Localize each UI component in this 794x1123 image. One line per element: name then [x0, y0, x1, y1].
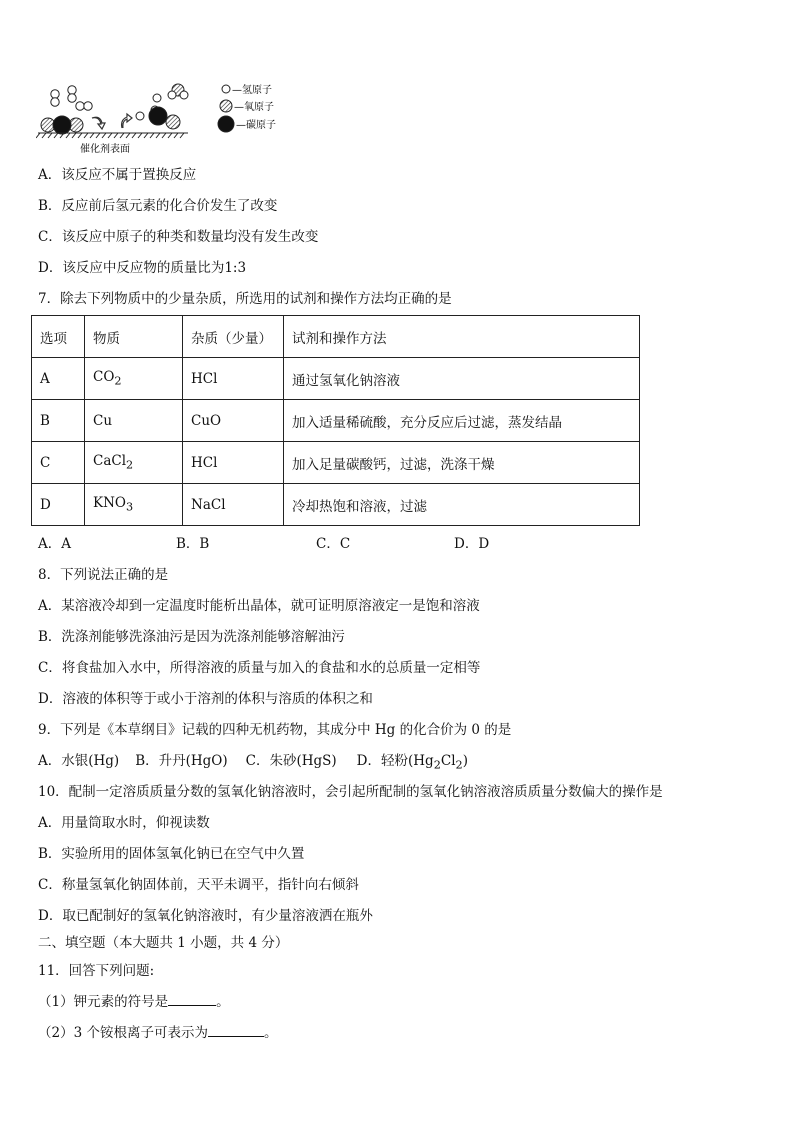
q9-option-d: D．轻粉$(Hg_2Cl_2)$ — [356, 753, 468, 772]
header-substance: 物质 — [85, 316, 183, 358]
q11-stem: 11．回答下列问题: — [38, 963, 155, 979]
table-header-row — [32, 316, 640, 358]
row-impurity: NaCl — [183, 484, 284, 526]
q6-option-b: B．反应前后氢元素的化合价发生了改变 — [38, 198, 278, 214]
q10-option-a: A．用量筒取水时，仰视读数 — [38, 815, 210, 831]
q7-answer-b: B．B — [176, 536, 210, 552]
q9-options — [38, 752, 468, 775]
header-impurity: 杂质（少量） — [183, 316, 284, 358]
legend-hydrogen: —氢原子 — [232, 85, 272, 96]
header-option: 选项 — [32, 316, 85, 358]
row-method: 加入足量碳酸钙，过滤，洗涤干燥 — [284, 442, 640, 484]
q8-option-d: D．溶液的体积等于或小于溶剂的体积与溶质的体积之和 — [38, 691, 373, 707]
q9-option-b: B．升丹(HgO) — [135, 753, 228, 769]
co2-molecule-left — [41, 116, 83, 134]
table-row — [32, 400, 640, 442]
hydrogen-molecules-left — [51, 86, 92, 110]
row-substance: Cu — [85, 400, 183, 442]
row-substance: $CO_2$ — [85, 358, 183, 400]
carbon-atom-icon — [218, 116, 234, 132]
row-method: 通过氢氧化钠溶液 — [284, 358, 640, 400]
process-arrows — [92, 114, 132, 129]
q7-stem: 7．除去下列物质中的少量杂质，所选用的试剂和操作方法均正确的是 — [38, 291, 452, 307]
q10-stem: 10．配制一定溶质质量分数的氢氧化钠溶液时，会引起所配制的氢氧化钠溶液溶质质量分数偏大的操作是 — [38, 784, 663, 800]
q8-option-a: A．某溶液冷却到一定温度时能析出晶体，就可证明原溶液定一是饱和溶液 — [38, 598, 480, 614]
table-row — [32, 442, 640, 484]
row-option: D — [32, 484, 85, 526]
table-row — [32, 484, 640, 526]
q7-answers — [38, 535, 489, 553]
hydrogen-atom-icon — [222, 85, 230, 93]
answer-blank-1[interactable] — [168, 991, 216, 1006]
q11-part1: （1）钾元素的符号是 。 — [38, 991, 230, 1011]
oxygen-atom-icon — [220, 100, 232, 112]
q11-part2: （2）3 个铵根离子可表示为 。 — [38, 1022, 277, 1042]
answer-blank-2[interactable] — [208, 1022, 264, 1037]
row-substance: $KNO_3$ — [85, 484, 183, 526]
q8-option-b: B．洗涤剂能够洗涤油污是因为洗涤剂能够溶解油污 — [38, 629, 345, 645]
header-method: 试剂和操作方法 — [284, 316, 640, 358]
q8-stem: 8．下列说法正确的是 — [38, 567, 169, 583]
legend — [218, 83, 276, 132]
row-option: B — [32, 400, 85, 442]
row-impurity: HCl — [183, 442, 284, 484]
q6-option-c: C．该反应中原子的种类和数量均没有发生改变 — [38, 229, 319, 245]
q6-option-a: A．该反应不属于置换反应 — [38, 167, 197, 183]
q8-option-c: C．将食盐加入水中，所得溶液的质量与加入的食盐和水的总质量一定相等 — [38, 660, 481, 676]
q7-answer-d: D．D — [454, 536, 490, 552]
row-option: A — [32, 358, 85, 400]
row-impurity: CuO — [183, 400, 284, 442]
table-row — [32, 358, 640, 400]
q7-table — [31, 315, 640, 526]
row-substance: CaCl$_2$ — [85, 442, 183, 484]
product-molecules-right — [136, 84, 188, 129]
q7-answer-a: A．A — [38, 536, 71, 552]
row-option: C — [32, 442, 85, 484]
row-impurity: HCl — [183, 358, 284, 400]
q10-option-b: B．实验所用的固体氢氧化钠已在空气中久置 — [38, 846, 305, 862]
q9-stem: 9．下列是《本草纲目》记载的四种无机药物，其成分中 Hg 的化合价为 0 的是 — [38, 722, 512, 738]
q10-option-d: D．取已配制好的氢氧化钠溶液时，有少量溶液洒在瓶外 — [38, 908, 373, 924]
section-title: 二、填空题（本大题共 1 小题，共 4 分） — [38, 935, 289, 951]
q10-option-c: C．称量氢氧化钠固体前，天平未调平，指针向右倾斜 — [38, 877, 359, 893]
legend-carbon: —碳原子 — [236, 120, 276, 131]
q9-option-a: A．水银(Hg) — [38, 753, 120, 769]
row-method: 加入适量稀硫酸，充分反应后过滤，蒸发结晶 — [284, 400, 640, 442]
q7-answer-c: C．C — [316, 536, 351, 552]
q6-option-d: D．该反应中反应物的质量比为1:3 — [38, 260, 247, 276]
surface-label: 催化剂表面 — [80, 144, 130, 155]
legend-oxygen: —氧原子 — [234, 102, 274, 113]
q9-option-c: C．朱砂(HgS) — [245, 753, 337, 769]
reaction-diagram — [36, 76, 296, 158]
row-method: 冷却热饱和溶液，过滤 — [284, 484, 640, 526]
